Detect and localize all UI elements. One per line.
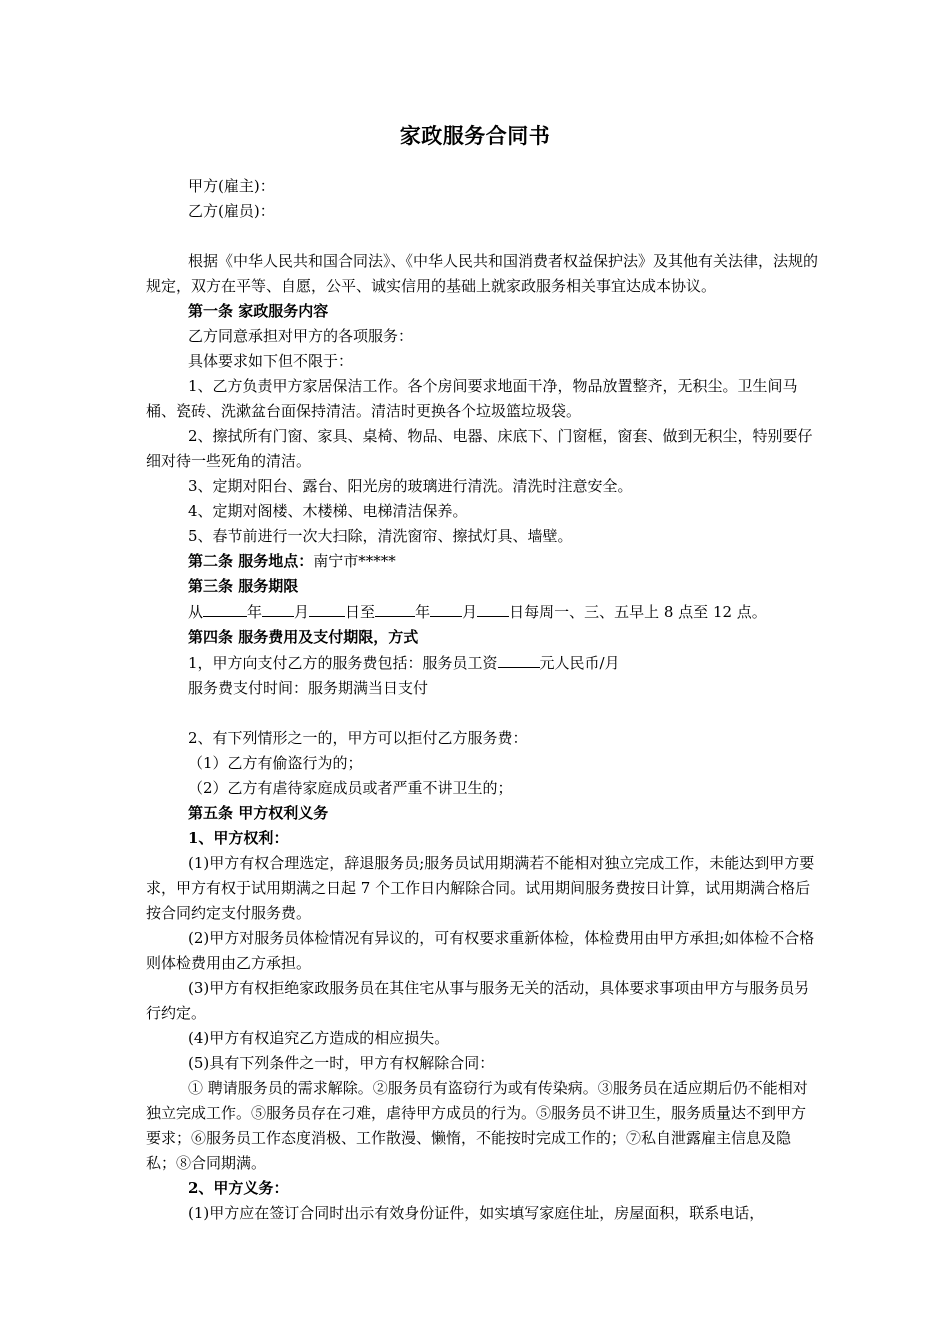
blank-line (146, 701, 820, 726)
payment-time-line: 服务费支付时间：服务期满当日支付 (188, 679, 429, 697)
article-1-item: 3、定期对阳台、露台、阳光房的玻璃进行清洗。清洗时注意安全。 (188, 477, 633, 495)
article-1-item: 2、擦拭所有门窗、家具、桌椅、物品、电器、床底下、门窗框，窗套、做到无积尘，特别要仔细对待一些死角的清洁。 (146, 427, 813, 470)
party-a-rights-heading: 1、甲方权利： (188, 829, 289, 847)
document-body (146, 174, 820, 1226)
service-location-value: 南宁市***** (313, 552, 396, 570)
refuse-case: （2）乙方有虐待家庭成员或者严重不讲卫生的； (188, 779, 513, 797)
article-1-item: 5、春节前进行一次大扫除，清洗窗帘、擦拭灯具、墙壁。 (188, 527, 573, 545)
blank-end-year (375, 599, 415, 617)
rights-clause: (4)甲方有权追究乙方造成的相应损失。 (188, 1029, 450, 1047)
service-fee-line: 1，甲方向支付乙方的服务费包括：服务员工资 元人民币/月 (146, 650, 820, 676)
blank-salary-amount (498, 650, 540, 668)
party-a-line: 甲方(雇主)： (188, 177, 275, 195)
article-4-heading: 第四条 服务费用及支付期限，方式 (188, 628, 419, 646)
article-1-heading: 第一条 家政服务内容 (188, 302, 329, 320)
rights-clause: (3)甲方有权拒绝家政服务员在其住宅从事与服务无关的活动，具体要求事项由甲方与服务员另行约定。 (146, 979, 810, 1022)
refuse-payment-line: 2、有下列情形之一的，甲方可以拒付乙方服务费： (188, 729, 528, 747)
blank-start-year (203, 599, 247, 617)
preamble-paragraph: 根据《中华人民共和国合同法》、《中华人民共和国消费者权益保护法》及其他有关法律，法规的规定，双方在平等、自愿，公平、诚实信用的基础上就家政服务相关事宜达成本协议。 (146, 252, 819, 295)
party-b-line: 乙方(雇员)： (188, 202, 275, 220)
article-1-intro: 乙方同意承担对甲方的各项服务： (188, 327, 414, 345)
article-3-heading: 第三条 服务期限 (188, 577, 299, 595)
blank-start-month (262, 599, 294, 617)
document-title: 家政服务合同书 (399, 123, 551, 148)
article-1-item: 4、定期对阁楼、木楼梯、电梯清洁保养。 (188, 502, 468, 520)
article-5-heading: 第五条 甲方权利义务 (188, 804, 329, 822)
blank-end-month (430, 599, 462, 617)
blank-start-day (309, 599, 345, 617)
article-1-item: 1、乙方负责甲方家居保洁工作。各个房间要求地面干净，物品放置整齐，无积尘。卫生间马桶、瓷砖、洗漱盆台面保持清洁。清洁时更换各个垃圾篮垃圾袋。 (146, 377, 798, 420)
rights-clause: (2)甲方对服务员体检情况有异议的，可有权要求重新体检，体检费用由甲方承担;如体检不合格则体检费用由乙方承担。 (146, 929, 815, 972)
party-a-duties-heading: 2、甲方义务： (188, 1179, 289, 1197)
rights-clause: (1)甲方有权合理选定，辞退服务员;服务员试用期满若不能相对独立完成工作，未能达到甲方要求，甲方有权于试用期满之日起 7 个工作日内解除合同。试用期间服务费按日计算，试用期满合格后按合同约定支付服务费。 (146, 854, 815, 922)
article-2-line (146, 549, 820, 574)
duties-clause: (1)甲方应在签订合同时出示有效身份证件，如实填写家庭住址，房屋面积，联系电话， (188, 1204, 765, 1222)
service-period-line: 从 年 月 日至 年 月 日每周一、三、五早上 8 点至 12 点。 (146, 599, 820, 625)
article-1-requirements: 具体要求如下但不限于： (188, 352, 354, 370)
termination-conditions: ① 聘请服务员的需求解除。②服务员有盗窃行为或有传染病。③服务员在适应期后仍不能相对独立完成工作。⑤服务员存在刁难，虐待甲方成员的行为。⑤服务员不讲卫生，服务质量达不到甲方要求；⑥服务员工作态度消极、工作散漫、懒惰，不能按时完成工作的；⑦私自泄露雇主信息及隐私；⑧合同期满。 (146, 1079, 808, 1172)
blank-end-day (477, 599, 509, 617)
article-2-heading: 第二条 服务地点： (188, 552, 314, 570)
refuse-case: （1）乙方有偷盗行为的； (188, 754, 363, 772)
blank-line (146, 224, 820, 249)
rights-clause: (5)具有下列条件之一时，甲方有权解除合同： (188, 1054, 495, 1072)
